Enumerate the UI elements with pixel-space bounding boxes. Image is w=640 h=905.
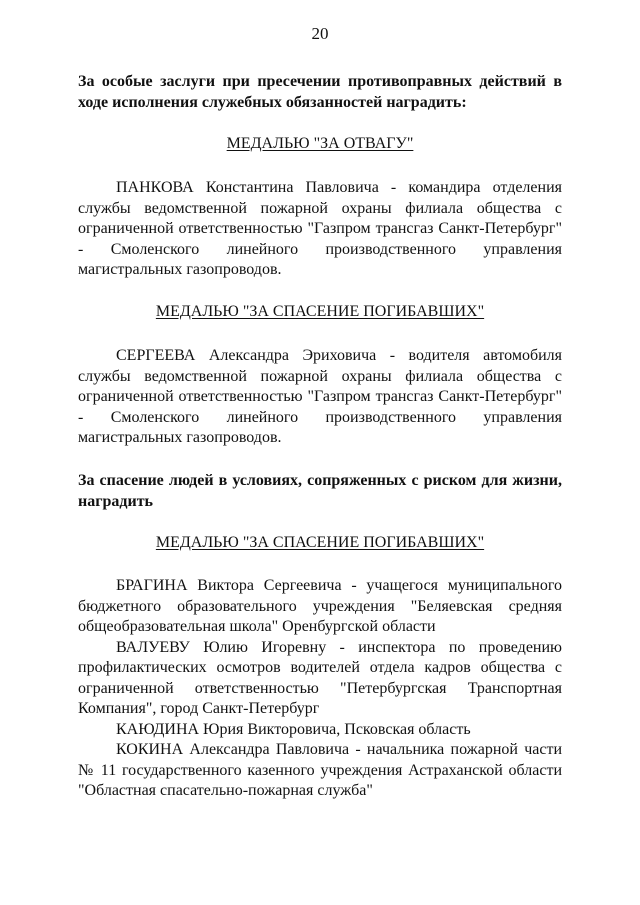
award-entry-kokin: КОКИНА Александра Павловича - начальника пожарной части № 11 государственного казенного учреждения Астраханской области "Областная спасательно-пожарная служба" — [78, 741, 562, 799]
medal-heading-rescue-1: МЕДАЛЬЮ "ЗА СПАСЕНИЕ ПОГИБАВШИХ" — [155, 303, 485, 320]
section1-intro: За особые заслуги при пресечении противоправных действий в ходе исполнения служебных обязанностей наградить: — [78, 73, 562, 111]
page-number: 20 — [311, 24, 329, 43]
section2-entries — [78, 346, 562, 449]
medal-heading-courage: МЕДАЛЬЮ "ЗА ОТВАГУ" — [226, 135, 414, 152]
section3-intro: За спасение людей в условиях, сопряженных с риском для жизни, наградить — [78, 472, 562, 510]
section1-entries — [78, 178, 562, 281]
award-entry-valueva: ВАЛУЕВУ Юлию Игоревну - инспектора по проведению профилактических осмотров водителей отдела кадров общества с ограниченной ответственностью "Петербургская Транспортная Компания", город Санкт-Петербург — [78, 638, 562, 717]
award-entry-sergeev: СЕРГЕЕВА Александра Эриховича - водителя автомобиля службы ведомственной пожарной охраны филиала общества с ограниченной ответственностью "Газпром трансгаз Санкт-Петербург" - Смоленского линейного производственного управления магистральных газопроводов. — [78, 347, 562, 446]
award-entry-kayudin: КАЮДИНА Юрия Викторовича, Псковская область — [116, 720, 471, 738]
award-entry-bragin: БРАГИНА Виктора Сергеевича - учащегося муниципального бюджетного образовательного учреждения "Беляевская средняя общеобразовательная школа" Оренбургской области — [78, 577, 562, 635]
medal-heading-rescue-2: МЕДАЛЬЮ "ЗА СПАСЕНИЕ ПОГИБАВШИХ" — [155, 534, 485, 551]
award-entry-pankov: ПАНКОВА Константина Павловича - командира отделения службы ведомственной пожарной охраны филиала общества с ограниченной ответственностью "Газпром трансгаз Санкт-Петербург" - Смоленского линейного производственного управления магистральных газопроводов. — [78, 179, 562, 278]
section3-entries — [78, 576, 562, 802]
